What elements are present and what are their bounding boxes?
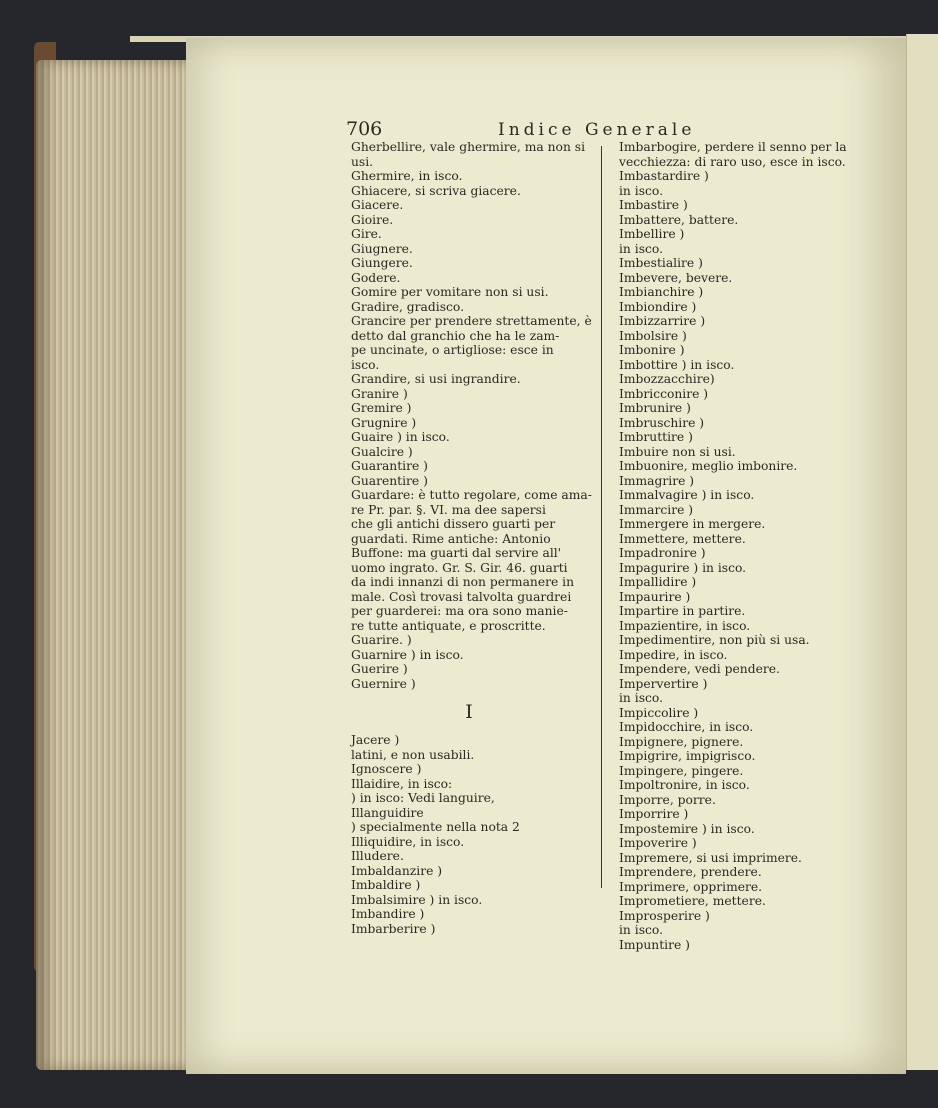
index-line: Impazientire, in isco. — [619, 618, 751, 633]
index-line: Imbianchire ) — [619, 285, 704, 299]
index-line: re tutte antiquate, e proscritte. — [351, 618, 546, 633]
index-line: Imbonire ) — [619, 343, 685, 357]
right-entries — [619, 140, 855, 952]
index-line: Godere. — [351, 270, 401, 285]
page-edges — [36, 60, 186, 1070]
index-line: Guarnire ) in isco. — [351, 647, 464, 662]
index-line: per guarderei: ma ora sono manie- — [351, 604, 568, 618]
index-line: Impremere, si usi imprimere. — [619, 850, 802, 865]
index-line: ) specialmente nella nota 2 — [351, 820, 520, 834]
index-line: in isco. — [619, 923, 663, 937]
index-line: Guernire ) — [351, 676, 416, 691]
index-line: Imbaldanzire ) — [351, 863, 443, 878]
index-line: Improsperire ) — [619, 908, 710, 923]
index-line: Impiccolire ) — [619, 705, 699, 720]
index-line: Impedimentire, non più si usa. — [619, 633, 810, 647]
index-line: Gioire. — [351, 212, 394, 227]
section-letter: I — [465, 701, 473, 723]
index-line: Grugnire ) — [351, 415, 417, 430]
index-line: Imbestialire ) — [619, 256, 703, 270]
index-line: Gremire ) — [351, 401, 412, 415]
index-line: re Pr. par. §. VI. ma dee sapersi — [351, 502, 546, 517]
index-line: Gire. — [351, 227, 382, 241]
index-line: Imprimere, opprimere. — [619, 879, 763, 894]
index-line: Impidocchire, in isco. — [619, 720, 754, 734]
index-line: Grancire per prendere strettamente, è — [351, 314, 592, 328]
index-line: Imbuonire, meglio imbonire. — [619, 459, 798, 473]
index-line: Imbuire non si usi. — [619, 444, 736, 459]
index-line: isco. — [351, 357, 380, 372]
index-line: guardati. Rime antiche: Antonio — [351, 531, 551, 546]
index-line: Guarantire ) — [351, 459, 428, 473]
index-line: Jacere ) — [351, 733, 400, 747]
index-line: Immettere, mettere. — [619, 531, 746, 546]
facing-page-edge — [906, 34, 938, 1070]
index-line: Impaurire ) — [619, 589, 691, 604]
index-line: Illanguidire — [351, 805, 424, 820]
index-line: Imbolsire ) — [619, 328, 687, 343]
index-line: Impingere, pingere. — [619, 763, 744, 778]
index-line: Imbattere, battere. — [619, 212, 739, 227]
index-line: pe uncinate, o artigliose: esce in — [351, 343, 554, 357]
index-line: Immagrire ) — [619, 473, 695, 488]
index-line: vecchiezza: di raro uso, esce in isco. — [619, 154, 846, 169]
index-line: Immarcire ) — [619, 502, 694, 517]
index-line: Impigrire, impigrisco. — [619, 749, 756, 763]
index-line: Ghermire, in isco. — [351, 169, 463, 183]
index-line: Immalvagire ) in isco. — [619, 488, 755, 502]
index-line: Giacere. — [351, 198, 404, 212]
index-line: in isco. — [619, 691, 663, 705]
index-line: Imbastire ) — [619, 198, 688, 212]
index-line: Imbricconire ) — [619, 386, 709, 401]
index-line: Imbalsimire ) in isco. — [351, 892, 483, 907]
index-line: Imbarberire ) — [351, 921, 436, 936]
index-line: Imbizzarrire ) — [619, 314, 706, 328]
index-line: Imbozzacchire) — [619, 372, 715, 386]
index-line: Imbrunire ) — [619, 401, 691, 415]
index-line: Impagurire ) in isco. — [619, 560, 747, 575]
index-line: Impedire, in isco. — [619, 647, 728, 662]
index-line: Imbastardire ) — [619, 169, 709, 183]
left-column — [351, 140, 592, 936]
index-line: Imbarbogire, perdere il senno per la — [619, 140, 847, 154]
index-line: Impartire in partire. — [619, 604, 746, 618]
index-line: in isco. — [619, 183, 663, 198]
index-line: Gomire per vomitare non si usi. — [351, 285, 549, 299]
index-line: Impendere, vedi pendere. — [619, 662, 780, 676]
index-line: detto dal granchio che ha le zam- — [351, 328, 560, 343]
index-line: Impallidire ) — [619, 575, 697, 589]
index-line: Guardare: è tutto regolare, come ama- — [351, 488, 592, 502]
index-line: Impoltronire, in isco. — [619, 778, 750, 792]
index-line: usi. — [351, 154, 374, 169]
index-line: Impostemire ) in isco. — [619, 821, 755, 836]
index-line: da indi innanzi di non permanere in — [351, 575, 575, 589]
right-column — [619, 140, 855, 952]
index-line: Buffone: ma guarti dal servire all' — [351, 546, 562, 560]
index-line: Guarire. ) — [351, 633, 412, 647]
index-line: Imbandire ) — [351, 907, 425, 921]
index-line: Imbruschire ) — [619, 415, 705, 430]
index-line: Imprometiere, mettere. — [619, 894, 766, 908]
index-line: Impignere, pignere. — [619, 734, 744, 749]
index-line: in isco. — [619, 241, 663, 256]
index-line: Gradire, gradisco. — [351, 299, 464, 314]
index-line: Imporrire ) — [619, 807, 689, 821]
index-line: latini, e non usabili. — [351, 747, 475, 762]
index-line: Gherbellire, vale ghermire, ma non si — [351, 140, 586, 154]
index-line: Imprendere, prendere. — [619, 865, 762, 879]
index-line: Illudere. — [351, 849, 404, 863]
index-line: Imbruttire ) — [619, 430, 693, 444]
index-line: Ghiacere, si scriva giacere. — [351, 183, 521, 198]
page-title: Indice Generale — [498, 120, 696, 140]
index-line: Impervertire ) — [619, 676, 708, 691]
index-line: Illiquidire, in isco. — [351, 834, 465, 849]
index-line: Impadronire ) — [619, 546, 706, 560]
left-entries-after — [351, 733, 587, 936]
index-line: Imbottire ) in isco. — [619, 357, 735, 372]
index-line: Imbevere, bevere. — [619, 270, 733, 285]
index-line: Giungere. — [351, 256, 413, 270]
index-line: Ignoscere ) — [351, 762, 422, 776]
index-line: Immergere in mergere. — [619, 517, 766, 531]
index-line: Grandire, si usi ingrandire. — [351, 372, 521, 386]
index-line: che gli antichi dissero guarti per — [351, 517, 556, 531]
index-line: Giugnere. — [351, 241, 413, 256]
index-line: Illaidire, in isco: — [351, 776, 453, 791]
index-line: male. Così trovasi talvolta guardrei — [351, 589, 572, 604]
index-line: Imbaldire ) — [351, 878, 421, 892]
page-number: 706 — [346, 118, 383, 140]
index-line: Imbellire ) — [619, 227, 685, 241]
index-line: Impuntire ) — [619, 937, 690, 952]
column-divider — [601, 146, 602, 888]
index-line: Guerire ) — [351, 662, 408, 676]
index-line: Imporre, porre. — [619, 792, 716, 807]
page-header — [346, 118, 852, 142]
index-line: Guaire ) in isco. — [351, 430, 450, 444]
index-line: ) in isco: Vedi languire, — [351, 791, 495, 805]
index-line: Granire ) — [351, 386, 408, 401]
index-line: uomo ingrato. Gr. S. Gir. 46. guarti — [351, 560, 568, 575]
index-line: Guarentire ) — [351, 473, 428, 488]
left-entries — [351, 140, 592, 691]
index-line: Impoverire ) — [619, 836, 697, 850]
index-line: Imbiondire ) — [619, 299, 697, 314]
index-line: Gualcire ) — [351, 444, 413, 459]
